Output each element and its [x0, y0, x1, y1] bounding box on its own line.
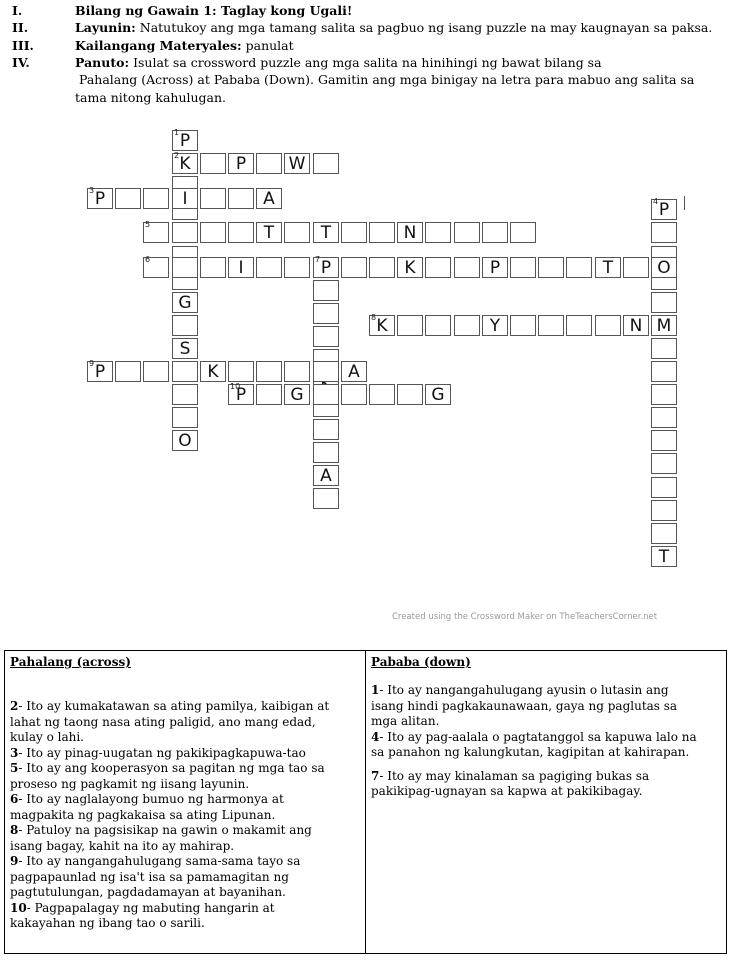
clue-text: magpakita ng pagkakaisa sa ating Lipunan.: [10, 807, 276, 822]
crossword-cell[interactable]: [651, 338, 677, 359]
crossword-cell[interactable]: [256, 384, 282, 405]
clue-text: - Ito ay may kinalaman sa pagiging bukas sa: [379, 768, 650, 783]
crossword-cell[interactable]: [143, 257, 169, 278]
given-letter: A: [348, 362, 360, 382]
activity-title: Bilang ng Gawain 1: Taglay kong Ugali!: [75, 3, 353, 18]
crossword-cell[interactable]: [172, 130, 198, 151]
crossword-cell[interactable]: [566, 257, 592, 278]
clue-text: - Ito ay nangangahulugang ayusin o lutasin ang: [379, 683, 669, 697]
clue-8: [10, 823, 358, 854]
given-letter: P: [235, 154, 247, 174]
given-letter: G: [178, 293, 192, 313]
crossword-cell[interactable]: [651, 523, 677, 544]
given-letter: G: [431, 385, 445, 405]
clue-number: 5: [10, 761, 19, 775]
clue-number: 10: [10, 900, 27, 915]
crossword-cell[interactable]: [425, 384, 451, 405]
instructions-line: tama nitong kahulugan.: [75, 90, 227, 105]
crossword-cell[interactable]: [369, 222, 395, 243]
given-letter: P: [179, 131, 191, 151]
crossword-cell[interactable]: [341, 384, 367, 405]
row-number: III.: [12, 38, 34, 53]
crossword-cell[interactable]: [200, 361, 226, 382]
given-letter: P: [489, 258, 501, 278]
crossword-cell[interactable]: [341, 361, 367, 382]
crossword-cell[interactable]: [369, 257, 395, 278]
given-letter: P: [235, 385, 247, 405]
crossword-cell[interactable]: [200, 153, 226, 174]
given-letter: T: [320, 223, 332, 243]
given-letter: P: [94, 189, 106, 209]
objective-text: Natutukoy ang mga tamang salita sa pagbuo ng isang puzzle na may kaugnayan sa paksa.: [139, 20, 713, 35]
crossword-cell[interactable]: [566, 315, 592, 336]
given-letter: P: [658, 200, 670, 220]
given-letter: N: [629, 316, 643, 336]
materials-label: Kailangang Materyales:: [75, 38, 242, 53]
crossword-cell[interactable]: [313, 257, 339, 278]
crossword-cell[interactable]: [172, 384, 198, 405]
given-letter: P: [94, 362, 106, 382]
clue-text: - Ito ay kumakatawan sa ating pamilya, kaibigan at: [18, 699, 330, 713]
crossword-cell[interactable]: [651, 361, 677, 382]
clue-text: pakikipag-ugnayan sa kapwa at pakikibagay.: [371, 784, 643, 798]
clue-text: - Pagpapalagay ng mabuting hangarin at: [26, 900, 275, 915]
clue-text: isang hindi pagkakaunawaan, gaya ng paglutas sa: [371, 698, 678, 713]
given-letter: I: [182, 189, 188, 209]
crossword-cell[interactable]: [200, 257, 226, 278]
crossword-cell[interactable]: [256, 222, 282, 243]
crossword-cell[interactable]: [651, 407, 677, 428]
crossword-cell[interactable]: [510, 257, 536, 278]
given-letter: G: [290, 385, 304, 405]
crossword-cell[interactable]: [200, 222, 226, 243]
crossword-cell[interactable]: [623, 257, 649, 278]
crossword-cell[interactable]: [482, 257, 508, 278]
crossword-cell[interactable]: [538, 315, 564, 336]
clue-9: [10, 854, 358, 901]
crossword-cell[interactable]: [172, 407, 198, 428]
clue-number: 10: [230, 382, 241, 391]
given-letter: T: [658, 547, 670, 567]
crossword-cell[interactable]: [482, 315, 508, 336]
given-letter: A: [320, 466, 332, 486]
clue-number: 5: [145, 220, 151, 229]
crossword-cell[interactable]: [256, 188, 282, 209]
crossword-cell[interactable]: [397, 222, 423, 243]
crossword-cell[interactable]: [651, 222, 677, 243]
crossword-cell[interactable]: [228, 222, 254, 243]
crossword-cell[interactable]: [143, 222, 169, 243]
crossword-cell[interactable]: [143, 361, 169, 382]
materials-text: panulat: [245, 38, 294, 53]
crossword-cell[interactable]: [651, 315, 677, 336]
crossword-cell[interactable]: [228, 257, 254, 278]
crossword-cell[interactable]: [313, 280, 339, 301]
crossword-cell[interactable]: [454, 222, 480, 243]
given-letter: W: [288, 154, 306, 174]
clue-text: - Ito ay nangangahulugang sama-sama tayo sa: [18, 854, 301, 868]
clue-number: 3: [10, 745, 19, 760]
clue-text: pagpapaunlad ng isa't isa sa pamamagitan ng: [10, 869, 289, 884]
clue-number: 4: [653, 197, 659, 206]
clue-text: isang bagay, kahit na ito ay mahirap.: [10, 838, 235, 853]
crossword-cell[interactable]: [172, 222, 198, 243]
crossword-cell[interactable]: [172, 338, 198, 359]
crossword-cell[interactable]: [651, 546, 677, 567]
crossword-cell[interactable]: [454, 315, 480, 336]
clue-text: sa panahon ng kalungkutan, kagipitan at kahirapan.: [371, 745, 690, 759]
crossword-cell[interactable]: [256, 257, 282, 278]
down-heading: Pababa (down): [371, 655, 471, 669]
crossword-cell[interactable]: [397, 315, 423, 336]
crossword-cell[interactable]: [369, 315, 395, 336]
crossword-cell[interactable]: [651, 292, 677, 313]
across-heading: Pahalang (across): [10, 655, 131, 669]
clue-number: 2: [174, 151, 180, 160]
given-letter: T: [602, 258, 614, 278]
clue-3: [10, 746, 358, 762]
crossword-cell[interactable]: [397, 257, 423, 278]
clue-text: - Patuloy na pagsisikap na gawin o makamit ang: [18, 823, 312, 837]
crossword-cell[interactable]: [172, 188, 198, 209]
puzzle-credit: Created using the Crossword Maker on TheTeachersCorner.net: [392, 612, 658, 622]
crossword-cell[interactable]: [369, 384, 395, 405]
crossword-cell[interactable]: [595, 257, 621, 278]
crossword-cell[interactable]: [510, 222, 536, 243]
crossword-cell[interactable]: [425, 257, 451, 278]
clue-text: - Ito ay naglalayong bumuo ng harmonya at: [18, 792, 284, 806]
crossword-cell[interactable]: [313, 222, 339, 243]
crossword-cell[interactable]: [313, 384, 339, 405]
clue-2: [10, 699, 358, 746]
given-letter: Y: [489, 316, 501, 336]
crossword-cell[interactable]: [284, 222, 310, 243]
clue-text: proseso ng pagkamit ng iisang layunin.: [10, 776, 250, 791]
given-letter: N: [403, 223, 417, 243]
crossword-cell[interactable]: [651, 477, 677, 498]
crossword-cell[interactable]: [115, 188, 141, 209]
crossword-cell[interactable]: [538, 257, 564, 278]
crossword-cell[interactable]: [284, 257, 310, 278]
crossword-cell[interactable]: [425, 222, 451, 243]
given-letter: M: [656, 316, 672, 336]
given-letter: K: [179, 154, 191, 174]
clue-text: kakayahan ng ibang tao o sarili.: [10, 916, 205, 930]
crossword-cell[interactable]: [172, 361, 198, 382]
given-letter: K: [376, 316, 388, 336]
crossword-cell[interactable]: [313, 361, 339, 382]
clue-5: [10, 761, 358, 792]
crossword-cell[interactable]: [313, 153, 339, 174]
clue-text: - Ito ay pag-aalala o pagtatanggol sa kapuwa lalo na: [379, 729, 697, 744]
crossword-cell[interactable]: [651, 430, 677, 451]
crossword-cell[interactable]: [87, 361, 113, 382]
crossword-cell[interactable]: [228, 361, 254, 382]
clue-number: 6: [10, 792, 19, 806]
clue-text: - Ito ay ang kooperasyon sa pagitan ng mga tao sa: [18, 761, 325, 775]
crossword-cell[interactable]: [284, 361, 310, 382]
crossword-cell[interactable]: [454, 257, 480, 278]
crossword-cell[interactable]: [651, 384, 677, 405]
clue-text: kulay o lahi.: [10, 730, 84, 744]
crossword-cell[interactable]: [172, 430, 198, 451]
crossword-cell[interactable]: [284, 153, 310, 174]
given-letter: O: [657, 258, 671, 278]
given-letter: I: [238, 258, 244, 278]
crossword-cell[interactable]: [200, 188, 226, 209]
crossword-cell[interactable]: [313, 465, 339, 486]
crossword-cell[interactable]: [651, 453, 677, 474]
crossword-cell[interactable]: [172, 315, 198, 336]
crossword-cell[interactable]: [341, 257, 367, 278]
column-divider: [365, 651, 366, 953]
clues-table: [4, 650, 727, 954]
crossword-cell[interactable]: [228, 188, 254, 209]
clue-number: 8: [371, 313, 377, 322]
given-letter: K: [404, 258, 416, 278]
crossword-cell[interactable]: [341, 222, 367, 243]
given-letter: K: [207, 362, 219, 382]
given-letter: S: [179, 339, 191, 359]
row-number: I.: [12, 3, 23, 18]
crossword-cell[interactable]: [482, 222, 508, 243]
clue-number: 2: [10, 699, 19, 713]
crossword-cell[interactable]: [313, 442, 339, 463]
clue-text: lahat ng taong nasa ating paligid, ano mang edad,: [10, 714, 316, 729]
crossword-cell[interactable]: [172, 153, 198, 174]
crossword-cell[interactable]: [651, 500, 677, 521]
clue-number: 7: [315, 255, 321, 264]
clue-number: 1: [371, 683, 380, 697]
crossword-cell[interactable]: [172, 257, 198, 278]
crossword-cell[interactable]: [256, 361, 282, 382]
crossword-cell[interactable]: [228, 384, 254, 405]
crossword-cell[interactable]: [284, 384, 310, 405]
crossword-cell[interactable]: [313, 326, 339, 347]
given-letter: O: [178, 431, 192, 451]
instructions-line: Pahalang (Across) at Pababa (Down). Gamitin ang mga binigay na letra para mabuo ang salita sa: [79, 72, 695, 87]
crossword-cell[interactable]: [313, 419, 339, 440]
clue-number: 6: [145, 255, 151, 264]
clue-number: 3: [89, 186, 95, 195]
crossword-cell[interactable]: [425, 315, 451, 336]
clue-number: 4: [371, 729, 380, 744]
crossword-cell[interactable]: [115, 361, 141, 382]
clue-number: 8: [10, 823, 19, 837]
crossword-cell[interactable]: [595, 315, 621, 336]
crossword-cell[interactable]: [313, 488, 339, 509]
crossword-cell[interactable]: [143, 188, 169, 209]
clue-text: mga alitan.: [371, 714, 440, 728]
clue-1: [371, 683, 719, 730]
given-letter: P: [320, 258, 332, 278]
crossword-cell[interactable]: [510, 315, 536, 336]
clue-4: [371, 730, 719, 761]
row-number: IV.: [12, 55, 30, 70]
clue-number: 7: [371, 768, 380, 783]
objective-label: Layunin:: [75, 20, 136, 35]
row-number: II.: [12, 20, 29, 35]
clue-10: [10, 901, 358, 932]
crossword-cell[interactable]: [228, 153, 254, 174]
crossword-cell[interactable]: [313, 303, 339, 324]
clue-text: - Ito ay pinag-uugatan ng pakikipagkapuwa-tao: [18, 745, 306, 760]
given-letter: A: [263, 189, 275, 209]
crossword-cell[interactable]: [172, 292, 198, 313]
crossword-cell[interactable]: [623, 315, 649, 336]
clue-number: 1: [174, 128, 180, 137]
instructions-text: Isulat sa crossword puzzle ang mga salita na hinihingi ng bawat bilang sa: [133, 55, 602, 70]
given-letter: T: [263, 223, 275, 243]
crossword-cell[interactable]: [651, 199, 677, 220]
clue-number: 9: [10, 854, 19, 868]
crossword-cell[interactable]: [87, 188, 113, 209]
crossword-cell[interactable]: [397, 384, 423, 405]
clue-number: 9: [89, 359, 95, 368]
instructions-label: Panuto:: [75, 55, 130, 70]
clue-6: [10, 792, 358, 823]
clue-text: pagtutulungan, pagdadamayan at bayanihan.: [10, 885, 286, 899]
clue-7: [371, 769, 719, 800]
crossword-cell[interactable]: [651, 257, 677, 278]
crossword-cell[interactable]: [256, 153, 282, 174]
